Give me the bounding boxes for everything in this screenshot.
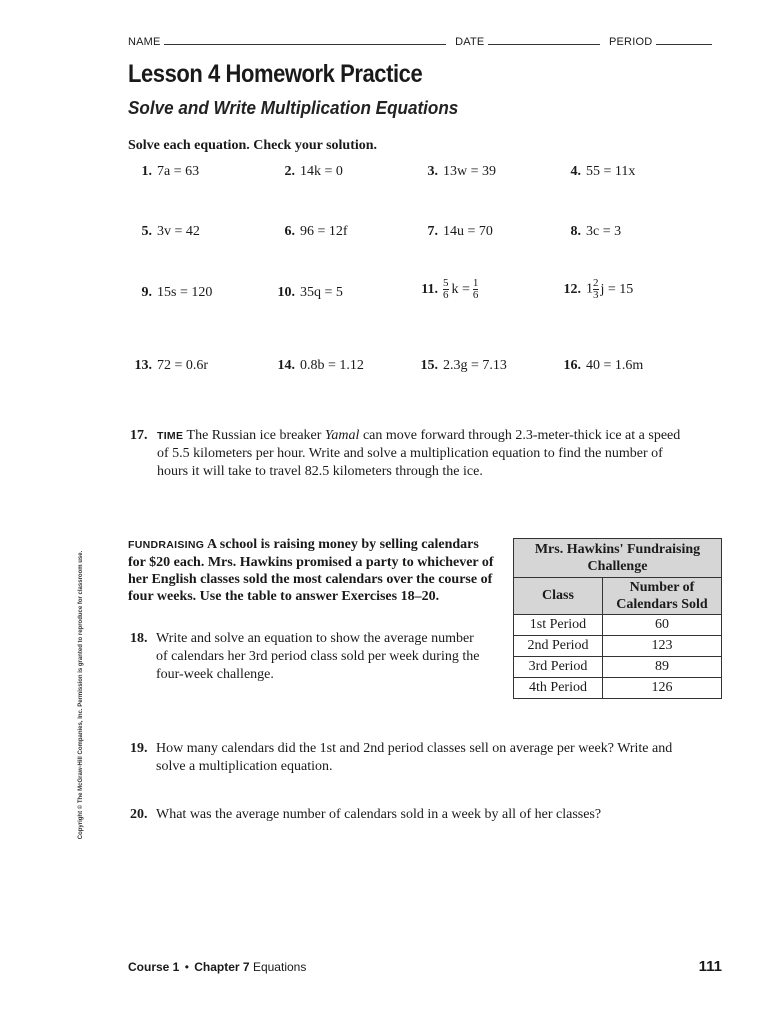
problem-6-equation: 96 = 12f [300,224,348,239]
problem-15-equation: 2.3g = 7.13 [443,358,507,373]
fundraising-intro: FUNDRAISING A school is raising money by selling calendars for $20 each. Mrs. Hawkins promised a party to whichever of her English classes sold the most calendars over the course of four weeks. Use the table to answer Exercises 18–20. [128,537,494,604]
problem-1-equation: 7a = 63 [157,164,200,179]
period-label: PERIOD [608,36,653,48]
page-number: 111 [698,958,722,975]
name-label: NAME [128,36,161,48]
table-row: 1st Period 60 [514,615,722,636]
table-row: 3rd Period 89 [514,657,722,678]
header-fields [128,34,712,48]
problem-14: 14. 0.8b = 1.12 [277,358,364,373]
problem-11-fraction-b: $\frac{1}{6}$ [472,277,479,301]
problem-2: 2. 14k = 0 [284,164,343,179]
problem-9: 9. 15s = 120 [141,285,213,300]
problem-8-equation: 3c = 3 [586,224,622,239]
footer: Course 1 • Chapter 7 Equations [128,960,307,974]
problem-14-equation: 0.8b = 1.12 [300,358,364,373]
problem-12: 12. 1 $\frac{2}{3}$ j = 15 [563,277,634,301]
problem-6: 6. 96 = 12f [284,224,348,239]
instructions: Solve each equation. Check your solution. [128,138,378,153]
time-keyword: TIME [157,430,184,442]
problem-13: 13. 72 = 0.6r [134,358,209,373]
ship-name: Yamal [324,428,360,443]
problem-1: 1. 7a = 63 [141,164,200,179]
problem-11: 11. $\frac{5}{6}$ k = $\frac{1}{6}$ [421,277,479,301]
question-17: 17. TIME The Russian ice breaker Yamal can move forward through 2.3-meter-thick ice at a speed of 5.5 kilometers per hour. Write and solve a multiplication equation to find the number of hours it will take to travel 82.5 kilometers through the ice. [130,428,681,479]
date-label: DATE [455,36,485,48]
question-20: 20. What was the average number of calendars sold in a week by all of her classes? [130,807,602,822]
problem-2-equation: 14k = 0 [300,164,343,179]
problem-10: 10. 35q = 5 [277,285,343,300]
problem-5-equation: 3v = 42 [157,224,200,239]
problem-3: 3. 13w = 39 [427,164,497,179]
page-title: Lesson 4 Homework Practice [128,60,423,88]
question-18: 18. Write and solve an equation to show the average number of calendars her 3rd period class sold per week during the four-week challenge. [130,631,480,682]
problem-7: 7. 14u = 70 [427,224,493,239]
table-row: 2nd Period 123 [514,636,722,657]
problem-15: 15. 2.3g = 7.13 [420,358,507,373]
problem-9-equation: 15s = 120 [157,285,213,300]
page-subtitle: Solve and Write Multiplication Equations [128,98,459,118]
copyright-notice: Copyright © The McGraw-Hill Companies, Inc. Permission is granted to reproduce for classroom use. [78,550,84,840]
problem-5: 5. 3v = 42 [141,224,200,239]
problem-11-fraction-a: $\frac{5}{6}$ [443,277,449,301]
fundraising-keyword: FUNDRAISING [128,539,205,551]
problem-16: 16. 40 = 1.6m [563,358,644,373]
problem-4: 4. 55 = 11x [570,164,636,179]
name-blank[interactable] [164,34,446,45]
problem-4-equation: 55 = 11x [586,164,636,179]
table-header-class: Class [514,578,603,615]
problem-7-equation: 14u = 70 [443,224,493,239]
problem-12-fraction: $\frac{2}{3}$ [593,277,599,301]
problem-3-equation: 13w = 39 [443,164,497,179]
table-title: Mrs. Hawkins' Fundraising Challenge [514,539,722,578]
problem-10-equation: 35q = 5 [300,285,343,300]
problem-13-equation: 72 = 0.6r [157,358,209,373]
footer-course: Course 1 [128,960,180,974]
question-19: 19. How many calendars did the 1st and 2nd period classes sell on average per week? Write and solve a multiplication equation. [130,741,673,774]
table-row: 4th Period 126 [514,678,722,699]
problem-8: 8. 3c = 3 [570,224,622,239]
period-blank[interactable] [656,34,712,45]
table-header-number: Number of Calendars Sold [603,578,722,615]
problem-16-equation: 40 = 1.6m [586,358,644,373]
date-blank[interactable] [488,34,600,45]
fundraising-table [513,538,722,699]
footer-chapter: Chapter 7 [194,960,250,974]
footer-topic: Equations [252,960,307,974]
